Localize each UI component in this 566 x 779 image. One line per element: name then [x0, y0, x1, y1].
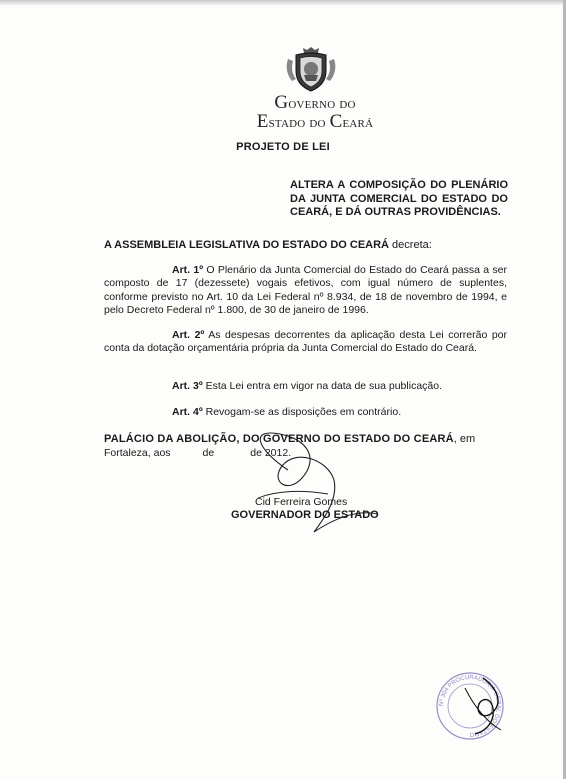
- article-text: As despesas decorrentes da aplicação desta Lei correrão por conta da dotação orçamentária própria da Junta Comercial do Estado do Ceará.: [104, 329, 507, 355]
- header-initial: G: [274, 92, 289, 113]
- header-word: overno: [288, 96, 336, 112]
- dateline-part: Fortaleza, aos: [104, 447, 171, 459]
- article-2: [104, 329, 507, 356]
- header-initial: C: [329, 111, 343, 132]
- preamble-bold: A ASSEMBLEIA LEGISLATIVA DO ESTADO DO CEARÁ: [104, 239, 389, 251]
- header-line-estado: [220, 113, 410, 132]
- stamp-text: Nº 304 PROCURADORIA GERAL DO ESTADO: [438, 674, 502, 738]
- document-type: PROJETO DE LEI: [236, 141, 330, 153]
- government-header: [220, 94, 410, 132]
- article-1: [104, 264, 507, 318]
- state-coat-of-arms-icon: [282, 45, 340, 93]
- header-word: stado: [268, 115, 306, 131]
- preamble-rest: decreta:: [389, 239, 432, 251]
- article-label: Art. 3º: [172, 380, 203, 392]
- article-4: [104, 406, 507, 419]
- header-small-word: do: [309, 115, 326, 131]
- closing-clause: [104, 432, 507, 460]
- article-label: Art. 4º: [172, 406, 203, 418]
- closing-bold: PALÁCIO DA ABOLIÇÃO, DO GOVERNO DO ESTADO DO CEARÁ: [104, 433, 454, 445]
- signatory-name: Cid Ferreira Gomes: [255, 496, 348, 508]
- signatory-title: GOVERNADOR DO ESTADO: [231, 509, 379, 521]
- dateline: [104, 446, 507, 460]
- stamp-initials-mark: [453, 668, 513, 738]
- header-word: eará: [342, 115, 374, 131]
- article-text: O Plenário da Junta Comercial do Estado do Ceará passa a ser composto de 17 (dezessete) vogais efetivos, com igual número de suplentes, conforme previsto no Art. 10 da Lei Federal nº 8.934, de 18 de novembro de 1994, e pelo Decreto Federal nº 1.800, de 30 de janeiro de 1996.: [104, 264, 507, 317]
- header-initial: E: [256, 111, 269, 132]
- header-line-governo: [220, 94, 410, 113]
- article-label: Art. 2º: [172, 329, 205, 341]
- article-3: [104, 380, 507, 393]
- header-small-word: do: [339, 96, 356, 112]
- ementa: ALTERA A COMPOSIÇÃO DO PLENÁRIO DA JUNTA COMERCIAL DO ESTADO DO CEARÁ, E DÁ OUTRAS PROVIDÊNCIAS.: [290, 179, 508, 218]
- article-label: Art. 1º: [172, 264, 204, 276]
- article-text: Revogam-se as disposições em contrário.: [202, 406, 402, 418]
- article-text: Esta Lei entra em vigor na data de sua publicação.: [202, 380, 443, 392]
- scan-edge-top: [0, 0, 566, 6]
- closing-rest: , em: [453, 433, 476, 445]
- dateline-part: de 2012.: [250, 447, 292, 459]
- preamble: [104, 239, 514, 252]
- dateline-part: de: [202, 447, 215, 459]
